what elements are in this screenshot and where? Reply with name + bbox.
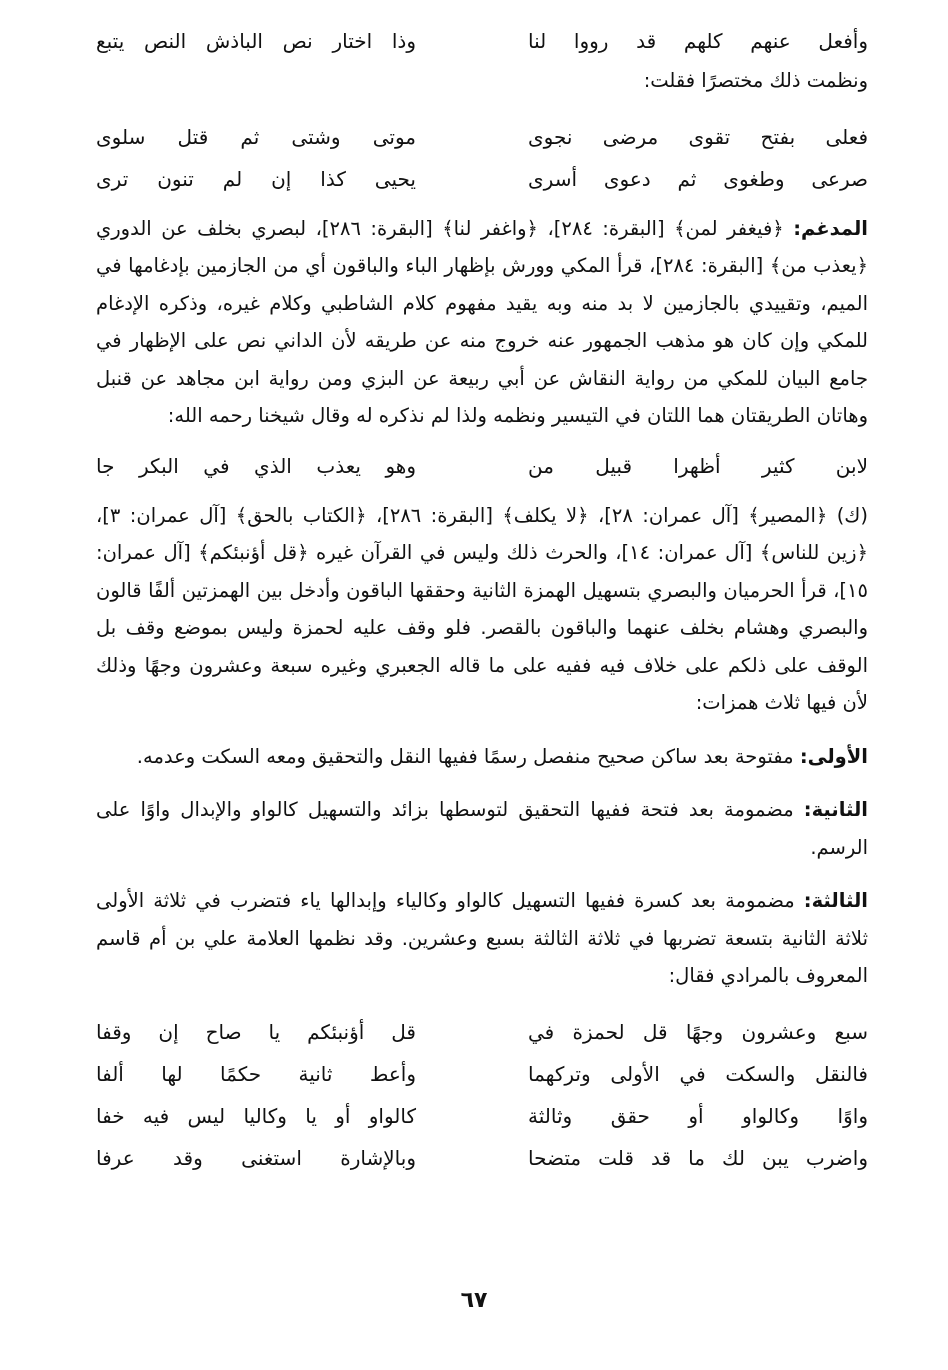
verse-hemistich-second: وبالإشارة استغنى وقد عرفا — [96, 1145, 416, 1170]
verse-hemistich-second: موتى وشتى ثم قتل سلوى — [96, 124, 416, 149]
verse-block-4 — [96, 1011, 868, 1179]
verse-hemistich-first: واضرب يبن لك ما قد قلت متضحا — [528, 1145, 868, 1170]
paragraph-first-hamza — [96, 738, 868, 776]
verse-hemistich-first: سبع وعشرون وجهًا قل لحمزة في — [528, 1019, 868, 1044]
verse-line — [96, 1011, 868, 1053]
verse-block-3 — [96, 445, 868, 487]
verse-hemistich-first: لابن كثير أظهرا قبيل من — [528, 453, 868, 478]
verse-hemistich-second: وهو يعذب الذي في البكر جا — [96, 453, 416, 478]
verse-line — [96, 116, 868, 158]
intro-line: ونظمت ذلك مختصرًا فقلت: — [643, 69, 868, 92]
verse-hemistich-first: صرعى وطغوى ثم دعوى أسرى — [528, 166, 868, 191]
verse-block-top — [96, 20, 868, 62]
paragraph-second-hamza — [96, 791, 868, 866]
paragraph-third-hamza — [96, 882, 868, 995]
verse-hemistich-second: كالواو أو يا وكاليا ليس فيه خفا — [96, 1103, 416, 1128]
section-label: الثالثة: — [803, 889, 868, 912]
verse-hemistich-second: قل أؤنبئكم يا صاح إن وقفا — [96, 1019, 416, 1044]
verse-hemistich-second: وذا اختار نص الباذش النص يتبع — [96, 29, 416, 53]
verse-line — [96, 445, 868, 487]
paragraph-kaf: (ك) ﴿المصير﴾ [آل عمران: ٢٨]، ﴿لا يكلف﴾ [البقرة: ٢٨٦]، ﴿الكتاب بالحق﴾ [آل عمران: ٣]، ﴿زين للناس﴾ [آل عمران: ١٤]، والحرث ذلك وليس في القرآن غيره ﴿قل أؤنبئكم﴾ [آل عمران: ١٥]، قرأ الحرميان والبصري بتسهيل الهمزة الثانية وحققها الباقون وأدخل بين الهمزتين ألفًا قالون والبصري وهشام بخلف عنهما والباقون بالقصر. فلو وقف عليه لحمزة وليس بموضع وقف بل الوقف على ذلكم على خلاف فيه ففيه على ما قاله الجعبري وغيره سبعة وعشرون وجهًا وذلك لأن فيها ثلاث همزات: — [96, 503, 868, 714]
section-label: المدغم: — [793, 216, 868, 240]
verse-hemistich-first: واوًا وكالواو أو حقق وثالثة — [528, 1103, 868, 1128]
verse-line — [96, 1053, 868, 1095]
verse-line — [96, 1095, 868, 1137]
paragraph-text: مفتوحة بعد ساكن صحيح منفصل رسمًا ففيها النقل والتحقيق ومعه السكت وعدمه. — [136, 744, 794, 768]
paragraph-text: مضمومة بعد كسرة ففيها التسهيل كالواو وكالياء وإبدالها ياء فتضرب في ثلاثة الأولى ثلاثة الثانية بتسعة تضربها في ثلاثة الثالثة بسبع وعشرين. وقد نظمها العلامة علي بن أم قاسم المعروف بالمرادي فقال: — [96, 889, 868, 987]
verse-block-2 — [96, 116, 868, 200]
verse-hemistich-first: فعلى بفتح تقوى مرضى نجوى — [528, 124, 868, 149]
verse-line — [96, 1137, 868, 1179]
verse-line — [96, 20, 868, 62]
page-number: ٦٧ — [460, 1288, 488, 1313]
section-label: الثانية: — [803, 798, 868, 821]
verse-hemistich-first: وأفعل عنهم كلهم قد رووا لنا — [528, 29, 868, 53]
paragraph-text: مضمومة بعد فتحة ففيها التحقيق لتوسطها بزائد والتسهيل كالواو والإبدال واوًا على الرسم. — [96, 798, 868, 859]
verse-hemistich-first: فالنقل والسكت في الأولى وتركهما — [528, 1061, 868, 1086]
section-label: الأولى: — [799, 744, 868, 768]
verse-hemistich-second: يحيى كذا إن لم تنون ترى — [96, 166, 416, 191]
verse-line — [96, 158, 868, 200]
verse-hemistich-second: وأعط ثانية حكمًا لها ألفا — [96, 1061, 416, 1086]
paragraph-idgham — [96, 210, 868, 435]
paragraph-text: ﴿فيغفر لمن﴾ [البقرة: ٢٨٤]، ﴿واغفر لنا﴾ [البقرة: ٢٨٦]، لبصري بخلف عن الدوري ﴿يعذب من﴾ [البقرة: ٢٨٤]، قرأ المكي وورش بإظهار الباء والباقون أي من الجازمين بإدغامها في الميم، وتقييدي بالجازمين لا بد منه وبه يقيد مفهوم كلام الشاطبي وكلام غيره، وذكره الإدغام للمكي وإن كان هو مذهب الجمهور عنه خروج منه عن طريقه لأن الداني نص على الإظهار في جامع البيان للمكي من رواية النقاش عن أبي ربيعة عن البزي ومن رواية ابن مجاهد عن قنبل وهاتان الطريقتان هما اللتان في التيسير ونظمه ولذا لم نذكره له وقال شيخنا رحمه الله: — [96, 216, 868, 427]
